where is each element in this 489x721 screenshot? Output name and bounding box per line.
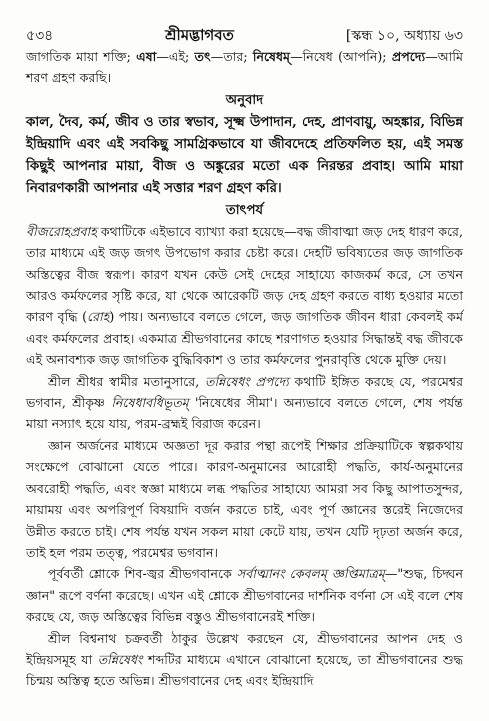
- sanskrit-term: তন্নিষেধং: [97, 651, 143, 667]
- paragraph-text: পূর্ববর্তী শ্লোকে শিব-জ্বর শ্রীভগবানকে: [48, 566, 237, 582]
- purport-heading: তাৎপর্য: [225, 202, 264, 218]
- paragraph-text: —"শুদ্ধ, চিদ্ঘন জ্ঞান" রূপে বর্ণনা করেছে। এখন এই শ্লোকে শ্রীভগবানের দার্শনিক বর্ণনা সে এই বলে শেষ করছে যে, জড় অস্তিত্বের বিভিন্ন বস্তুও শ্রীভগবানেরই শক্তি।: [26, 566, 463, 625]
- purport-paragraph-3: জ্ঞান অর্জনের মাধ্যমে অজ্ঞতা দূর করার পন্থা রূপেই শিক্ষার প্রক্রিয়াটিকে স্বল্পকথায় সংক্ষেপে বোঝানো যেতে পারে। কারণ-অনুমানের আরোহী পদ্ধতি, কার্য-অনুমানের অবরোহী পদ্ধতি, এবং স্বজ্ঞা মাধ্যমে লব্ধ পদ্ধতির সাহায্যে আমরা সব কিছু আপাতসুন্দর, মায়াময় এবং অপরিপূর্ণ বিষয়াদি বর্জন করতে চাই, এবং পূর্ণ জ্ঞানের স্তরেই নিজেদের উন্নীত করতে চাই। শেষ পর্যন্ত যখন সকল মায়া কেটে যায়, তখন যেটি দৃঢ়তা অর্জন করে, তাই হল পরম তত্ত্ব, পরমেশ্বর ভগবান।: [26, 437, 463, 560]
- paragraph-text: শ্রীল বিশ্বনাথ চক্রবর্তী ঠাকুর উল্লেখ করছেন যে, শ্রীভগবানের আপন দেহ ও ইন্দ্রিয়সমূহ যা: [26, 630, 463, 667]
- synonym-word: এষা: [136, 49, 157, 64]
- chapter-reference: [স্কন্ধ ১০, অধ্যায় ৬৩: [345, 28, 463, 44]
- paragraph-text: ) পায়। অন্যভাবে বলতে গেলে, জড় জাগতিক জীবন ধারা কেবলই কর্ম এবং কর্মফলের প্রবাহ। একমাত্র শ্রীভগবানের কাছে শরণাগত হওয়ার সিদ্ধান্তই বদ্ধ জীবকে এই অনাবশ্যক জড় জাগতিক বুদ্ধিবিকাশ ও তার কর্মফলের পুনরাবৃত্তি থেকে মুক্তি দেয়।: [26, 309, 463, 368]
- purport-paragraph-4: [26, 563, 463, 627]
- synonym-word: তৎ: [194, 49, 211, 64]
- synonym-word: নিষেধম্: [252, 49, 291, 64]
- synonym-text: জাগতিক মায়া শক্তি;: [26, 49, 137, 64]
- synonym-word: প্রপদ্যে: [391, 49, 426, 64]
- translation-text: কাল, দৈব, কর্ম, জীব ও তার স্বভাব, সূক্ষ্ম উপাদান, দেহ, প্রাণবায়ু, অহঙ্কার, বিভিন্ন ইন্দ্রিয়াদি এবং এই সবকিছু সামগ্রিকভাবে যা জীবদেহে প্রতিফলিত হয়, এই সমস্ত কিছুই আপনার মায়া, বীজ ও অঙ্কুরের মতো এক নিরন্তর প্রবাহ। আমি মায়া নিবারণকারী আপনার এই সত্তার শরণ গ্রহণ করি।: [26, 113, 463, 196]
- synonym-meaning: —তার;: [210, 49, 253, 64]
- purport-paragraph-5: [26, 628, 463, 692]
- paragraph-text: শ্রীল শ্রীধর স্বামীর মতানুসারে,: [48, 373, 205, 389]
- synonym-meaning: —আমি শরণ গ্রহণ করছি।: [26, 49, 463, 86]
- sanskrit-term: বীজরোহপ্রবাহ: [26, 223, 97, 239]
- paragraph-text: কথাটি ইঙ্গিত করছে যে, পরমেশ্বর ভগবান, শ্রীকৃষ্ণ: [26, 373, 464, 411]
- synonym-meaning: —এই;: [156, 49, 195, 64]
- sanskrit-term: তন্নিষেধং প্রপদ্যে: [205, 373, 289, 389]
- page-header: [26, 24, 463, 46]
- purport-paragraph-2: [26, 371, 463, 435]
- translation-heading: অনুবাদ: [225, 92, 264, 108]
- synonym-meaning: —নিষেধ (আপনি);: [290, 49, 387, 64]
- purport-paragraph-1: [26, 221, 463, 371]
- synonyms-block: [26, 46, 463, 89]
- sanskrit-term: সর্বাত্মানং কেবলম্ জ্ঞপ্তিমাত্রম্: [236, 566, 385, 582]
- book-title: শ্রীমদ্ভাগবত: [165, 26, 234, 44]
- sanskrit-term: রোহ: [87, 309, 110, 325]
- page-number: ৫৩৪: [26, 28, 54, 44]
- paragraph-text: শব্দটির মাধ্যমে এখানে বোঝানো হয়েছে, তা শ্রীভগবানের শুদ্ধ চিন্ময় অস্তিত্ব হতে অভিন্ন। শ্রীভগবানের দেহ এবং ইন্দ্রিয়াদি: [26, 651, 463, 689]
- sanskrit-term: নিষেধাবধিভূতম্: [111, 395, 189, 411]
- paragraph-text: কথাটিকে এইভাবে ব্যাখ্যা করা হয়েছে—বদ্ধ জীবাত্মা জড় দেহ ধারণ করে, তার মাধ্যমে এই জড় জগৎ উপভোগ করার চেষ্টা করে। দেহটি ভবিষ্যতের জড় জাগতিক অস্তিত্বের বীজ স্বরূপ। কারণ যখন কেউ সেই দেহের সাহায্যে কাজকর্ম করে, সে তখন আরও কর্মফলের সৃষ্টি করে, যা থেকে আরেকটি জড় দেহ গ্রহণ করতে বাধ্য হওয়ার মতো কারণ বৃদ্ধি (: [26, 223, 463, 325]
- paragraph-text: 'নিষেধের সীমা'। অন্যভাবে বলতে গেলে, শেষ পর্যন্ত মায়া নস্যাৎ হয়ে যায়, পরম-ব্রহ্মই বিরাজ করেন।: [26, 395, 463, 432]
